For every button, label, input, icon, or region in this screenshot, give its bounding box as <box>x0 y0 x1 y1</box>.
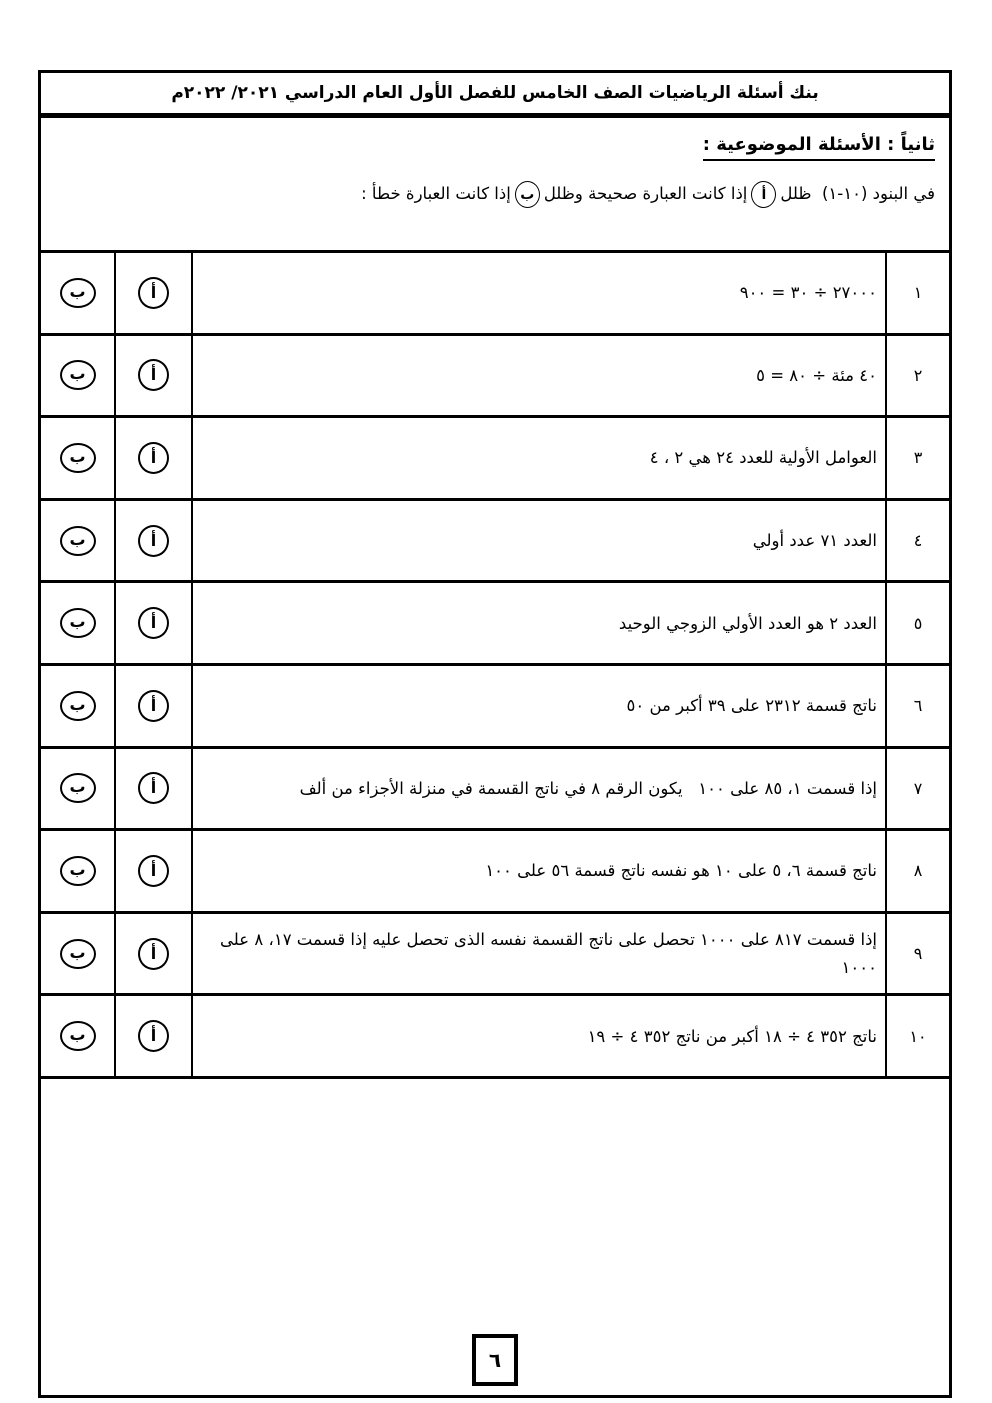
option-a-circle[interactable]: أ <box>138 525 169 557</box>
question-number-cell <box>885 418 949 498</box>
document-title-bar <box>41 73 949 118</box>
intro-section <box>41 118 949 253</box>
page-number: ٦ <box>488 1347 502 1372</box>
option-b-cell <box>41 996 114 1076</box>
question-text: ناتج قسمة ٢٣١٢ على ٣٩ أكبر من ٥٠ <box>626 696 877 716</box>
question-number: ١٠ <box>909 1026 927 1046</box>
option-b-circle[interactable]: ب <box>60 526 96 556</box>
option-a-cell <box>114 831 193 911</box>
option-b-cell <box>41 666 114 746</box>
question-number-cell <box>885 583 949 663</box>
question-number: ٨ <box>913 861 923 881</box>
question-number: ١ <box>913 283 923 303</box>
question-text: العوامل الأولية للعدد ٢٤ هي ٢ ، ٤ <box>649 448 877 468</box>
instruction-prefix: في البنود (١٠-١) ظلل <box>780 184 935 203</box>
option-a-inline-circle: أ <box>751 181 776 208</box>
question-text-cell <box>193 914 885 994</box>
question-text-cell <box>193 253 885 333</box>
question-number-cell <box>885 749 949 829</box>
question-text: العدد ٢ هو العدد الأولي الزوجي الوحيد <box>618 613 877 633</box>
option-a-circle[interactable]: أ <box>138 359 169 391</box>
question-text-cell <box>193 583 885 663</box>
question-text-cell <box>193 749 885 829</box>
option-a-cell <box>114 336 193 416</box>
question-number: ٥ <box>913 613 923 633</box>
question-number-cell <box>885 501 949 581</box>
option-b-cell <box>41 336 114 416</box>
option-a-cell <box>114 914 193 994</box>
question-text-cell <box>193 501 885 581</box>
question-row <box>41 336 949 419</box>
option-b-circle[interactable]: ب <box>60 691 96 721</box>
question-text: ناتج ٣٥٢ ٤ ÷ ١٨ أكبر من ناتج ٣٥٢ ٤ ÷ ١٩ <box>587 1026 877 1046</box>
question-row <box>41 583 949 666</box>
option-a-circle[interactable]: أ <box>138 1020 169 1052</box>
option-a-circle[interactable]: أ <box>138 690 169 722</box>
page-number-box <box>472 1334 518 1386</box>
question-text: إذا قسمت ١، ٨٥ على ١٠٠ يكون الرقم ٨ في ناتج القسمة في منزلة الأجزاء من ألف <box>299 778 877 798</box>
page-frame <box>38 70 952 1398</box>
question-text: إذا قسمت ٨١٧ على ١٠٠٠ تحصل على ناتج القسمة نفسه الذى تحصل عليه إذا قسمت ١٧، ٨ على ١٠٠٠ <box>214 930 877 977</box>
option-b-circle[interactable]: ب <box>60 856 96 886</box>
bottom-blank-area <box>41 1079 949 1395</box>
option-b-cell <box>41 501 114 581</box>
option-a-cell <box>114 501 193 581</box>
option-b-cell <box>41 418 114 498</box>
question-text: ناتج قسمة ٦، ٥ على ١٠ هو نفسه ناتج قسمة ٥٦ على ١٠٠ <box>485 861 877 881</box>
section-heading: ثانياً : الأسئلة الموضوعية : <box>703 134 935 161</box>
option-b-cell <box>41 253 114 333</box>
question-text-cell <box>193 996 885 1076</box>
option-a-cell <box>114 666 193 746</box>
question-row <box>41 501 949 584</box>
question-number: ٧ <box>913 778 923 798</box>
questions-table <box>41 253 949 1079</box>
question-row <box>41 831 949 914</box>
question-text: العدد ٧١ عدد أولي <box>752 530 877 550</box>
option-a-circle[interactable]: أ <box>138 772 169 804</box>
section-heading-wrap <box>51 134 935 161</box>
option-b-cell <box>41 749 114 829</box>
question-row <box>41 253 949 336</box>
option-b-cell <box>41 914 114 994</box>
question-number-cell <box>885 336 949 416</box>
question-number: ٤ <box>913 531 923 551</box>
question-number: ٣ <box>913 448 923 468</box>
option-a-circle[interactable]: أ <box>138 607 169 639</box>
question-number-cell <box>885 831 949 911</box>
question-row <box>41 914 949 997</box>
question-text: ٤٠ مئة ÷ ٨٠ = ٥ <box>756 365 877 385</box>
question-text-cell <box>193 336 885 416</box>
question-row <box>41 749 949 832</box>
option-a-circle[interactable]: أ <box>138 277 169 309</box>
option-b-circle[interactable]: ب <box>60 360 96 390</box>
question-number-cell <box>885 996 949 1076</box>
document-title: بنك أسئلة الرياضيات الصف الخامس للفصل الأول العام الدراسي ٢٠٢١/ ٢٠٢٢م <box>171 83 819 103</box>
option-b-circle[interactable]: ب <box>60 939 96 969</box>
option-a-circle[interactable]: أ <box>138 938 169 970</box>
option-b-cell <box>41 583 114 663</box>
question-row <box>41 418 949 501</box>
question-row <box>41 996 949 1079</box>
question-text: ٢٧٠٠٠ ÷ ٣٠ = ٩٠٠ <box>739 283 877 303</box>
option-a-cell <box>114 583 193 663</box>
option-b-circle[interactable]: ب <box>60 773 96 803</box>
option-a-cell <box>114 749 193 829</box>
question-text-cell <box>193 831 885 911</box>
option-a-cell <box>114 418 193 498</box>
option-b-circle[interactable]: ب <box>60 443 96 473</box>
option-b-cell <box>41 831 114 911</box>
question-row <box>41 666 949 749</box>
question-text-cell <box>193 666 885 746</box>
option-b-circle[interactable]: ب <box>60 608 96 638</box>
question-number: ٩ <box>913 944 923 964</box>
question-number: ٢ <box>913 365 923 385</box>
question-number-cell <box>885 253 949 333</box>
question-number-cell <box>885 666 949 746</box>
option-b-circle[interactable]: ب <box>60 1021 96 1051</box>
question-number: ٦ <box>913 696 923 716</box>
question-text-cell <box>193 418 885 498</box>
option-a-cell <box>114 253 193 333</box>
option-a-circle[interactable]: أ <box>138 855 169 887</box>
option-a-circle[interactable]: أ <box>138 442 169 474</box>
option-b-circle[interactable]: ب <box>60 278 96 308</box>
instruction-line <box>51 179 935 209</box>
instruction-middle: إذا كانت العبارة صحيحة وظلل <box>543 184 748 203</box>
option-b-inline-circle: ب <box>515 181 540 208</box>
question-number-cell <box>885 914 949 994</box>
option-a-cell <box>114 996 193 1076</box>
instruction-suffix: إذا كانت العبارة خطأ : <box>361 184 511 203</box>
